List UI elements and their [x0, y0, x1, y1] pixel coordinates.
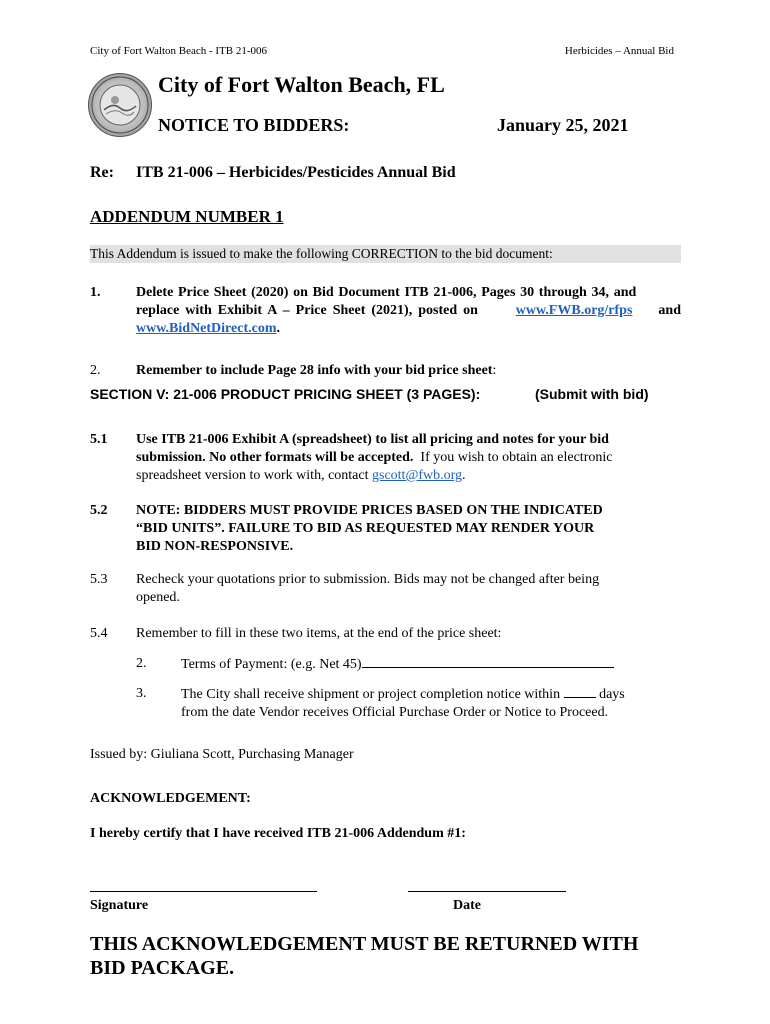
s53-text [136, 571, 681, 607]
issued-statement-text: This Addendum is issued to make the following CORRECTION to the bid document: [90, 246, 553, 261]
s51-line-1: Use ITB 21-006 Exhibit A (spreadsheet) to list all pricing and notes for your bid [136, 432, 609, 447]
bidnetdirect-link[interactable]: www.BidNetDirect.com [136, 321, 277, 336]
s51-line-3 [136, 467, 681, 485]
item-2-bold: Remember to include Page 28 info with your bid price sheet [136, 363, 493, 378]
s54-sub2 [181, 655, 614, 674]
s51-reg-3: spreadsheet version to work with, contact [136, 468, 369, 483]
terms-of-payment-blank[interactable] [362, 655, 614, 668]
s51-number: 5.1 [90, 432, 108, 447]
days-blank[interactable] [564, 685, 596, 698]
fwb-rfps-link[interactable]: www.FWB.org/rfps [515, 303, 633, 318]
item-2-colon: : [492, 363, 497, 378]
s51-line-2 [136, 449, 681, 467]
item-2-number: 2. [90, 363, 101, 378]
s54-sub2-number: 2. [136, 656, 147, 671]
notice-date: January 25, 2021 [497, 115, 629, 135]
date-line[interactable] [408, 891, 566, 892]
item-1-number: 1. [90, 285, 101, 300]
s54-sub3-text-a: The City shall receive shipment or project completion notice within [181, 687, 561, 702]
acknowledgement-heading: ACKNOWLEDGEMENT: [90, 791, 251, 806]
seal-icon [89, 74, 151, 136]
s54-sub3 [181, 685, 625, 722]
s51-text [136, 431, 681, 485]
s52-line-1: NOTE: BIDDERS MUST PROVIDE PRICES BASED ON THE INDICATED [136, 503, 603, 518]
s51-period: . [462, 468, 466, 483]
item-1-line-3 [136, 320, 681, 338]
s54-number: 5.4 [90, 626, 108, 641]
s53-line-2: opened. [136, 590, 180, 605]
item-1-text [136, 284, 681, 338]
s52-number: 5.2 [90, 503, 108, 518]
s53-number: 5.3 [90, 572, 108, 587]
item-1-line-2 [136, 302, 681, 320]
s51-bold-2: submission. No other formats will be accepted. [136, 450, 414, 465]
issued-statement [90, 245, 681, 263]
running-header-left: City of Fort Walton Beach - ITB 21-006 [90, 45, 268, 57]
item-1-period: . [276, 321, 280, 336]
item-1-and: and [658, 303, 681, 318]
s52-text [136, 502, 681, 556]
notice-heading: NOTICE TO BIDDERS: [158, 115, 350, 135]
running-header-right: Herbicides – Annual Bid [564, 45, 674, 57]
terms-of-payment-label: Terms of Payment: (e.g. Net 45) [181, 657, 362, 672]
s53-line-1: Recheck your quotations prior to submission. Bids may not be changed after being [136, 572, 600, 587]
s54-sub3-days: days [599, 687, 625, 702]
item-2-text [136, 362, 496, 380]
certify-statement: I hereby certify that I have received ITB 21-006 Addendum #1: [90, 826, 466, 841]
city-seal-logo [88, 73, 152, 137]
s51-reg-2: If you wish to obtain an electronic [420, 450, 613, 465]
footer-line-2: BID PACKAGE. [90, 957, 235, 979]
page-title: City of Fort Walton Beach, FL [158, 72, 445, 97]
issued-by: Issued by: Giuliana Scott, Purchasing Manager [90, 747, 354, 762]
section-v-heading: SECTION V: 21-006 PRODUCT PRICING SHEET (3 PAGES): [90, 386, 481, 402]
addendum-title: ADDENDUM NUMBER 1 [90, 207, 284, 226]
re-subject: ITB 21-006 – Herbicides/Pesticides Annual Bid [136, 164, 456, 181]
re-label: Re: [90, 164, 114, 181]
email-link[interactable]: gscott@fwb.org [372, 468, 463, 483]
s54-sub3-line-2: from the date Vendor receives Official Purchase Order or Notice to Proceed. [181, 705, 609, 720]
signature-label: Signature [90, 898, 149, 913]
s52-line-2: “BID UNITS”. FAILURE TO BID AS REQUESTED MAY RENDER YOUR [136, 521, 595, 536]
item-1-line-1: Delete Price Sheet (2020) on Bid Document ITB 21-006, Pages 30 through 34, and [136, 285, 637, 300]
section-v-note: (Submit with bid) [535, 386, 649, 402]
s54-sub3-number: 3. [136, 686, 147, 701]
signature-line[interactable] [90, 891, 317, 892]
s52-line-3: BID NON-RESPONSIVE. [136, 539, 294, 554]
date-label: Date [453, 898, 481, 913]
footer-line-1: THIS ACKNOWLEDGEMENT MUST BE RETURNED WITH [90, 933, 639, 955]
item-1-line-2a: replace with Exhibit A – Price Sheet (2021), posted on [136, 303, 478, 318]
s54-text: Remember to fill in these two items, at the end of the price sheet: [136, 626, 502, 641]
